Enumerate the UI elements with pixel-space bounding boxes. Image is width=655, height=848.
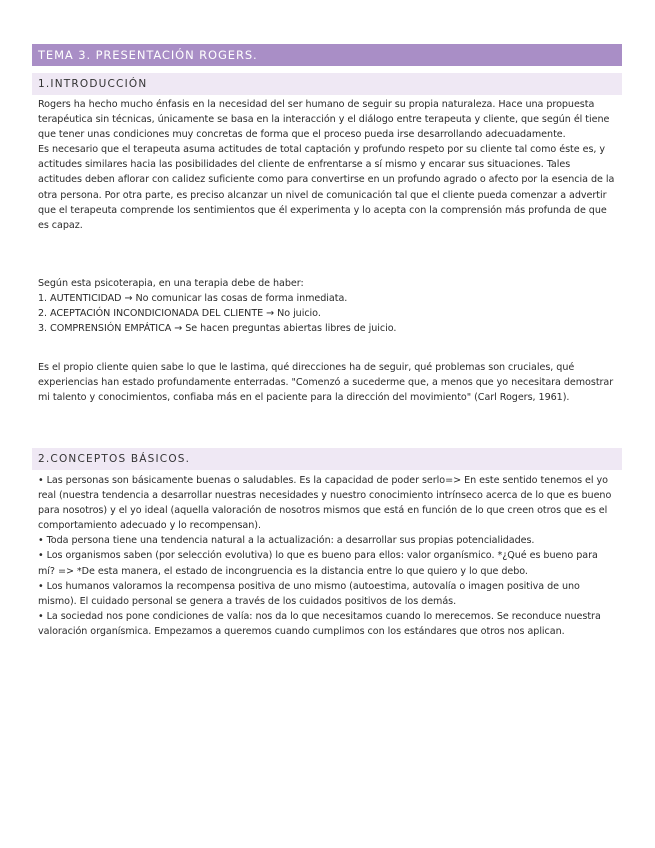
concepts-list	[38, 473, 616, 639]
therapy-intro-line: Según esta psicoterapia, en una terapia debe de haber:	[38, 278, 304, 289]
concept-bullet: • Las personas son básicamente buenas o saludables. Es la capacidad de poder serlo=> En este sentido tenemos el yo real (nuestra tendencia a desarrollar nuestras necesidades y nuestro conocimiento intrínseco acerca de lo que es bueno para nosotros) y el yo ideal (aquella valoración de nosotros mismos que está en función de lo que creen otros que es el comportamiento adecuado y lo recompensan).	[38, 475, 612, 532]
therapy-item: 2. ACEPTACIÓN INCONDICIONADA DEL CLIENTE → No juicio.	[38, 308, 321, 320]
concept-bullet: • La sociedad nos pone condiciones de valía: nos da lo que necesitamos cuando lo merecemos. Se reconduce nuestra valoración organísmica. Empezamos a queremos cuando cumplimos con los estándares que otros nos aplican.	[38, 610, 601, 637]
section-heading-concepts: 2.CONCEPTOS BÁSICOS.	[32, 448, 622, 470]
therapy-item: 1. AUTENTICIDAD → No comunicar las cosas de forma inmediata.	[38, 293, 348, 305]
concept-bullet: • Toda persona tiene una tendencia natural a la actualización: a desarrollar sus propias potencialidades.	[38, 535, 535, 547]
therapy-conditions	[38, 276, 616, 336]
intro-paragraph-2: Es necesario que el terapeuta asuma actitudes de total captación y profundo respeto por su cliente tal como éste es, y actitudes similares hacia las posibilidades del cliente de enfrentarse a sí mismo y encarar sus situaciones. Tales actitudes deben aflorar con calidez suficiente como para convertirse en un profundo agrado o afecto por la esencia de la otra persona. Por otra parte, es preciso alcanzar un nivel de comunicación tal que el cliente pueda comenzar a advertir que el terapeuta comprende los sentimientos que él experimenta y lo acepta con la comprensión más profunda de que es capaz.	[38, 144, 615, 231]
introduction-text	[38, 97, 616, 233]
intro-paragraph-1: Rogers ha hecho mucho énfasis en la necesidad del ser humano de seguir su propia naturaleza. Hace una propuesta terapéutica sin técnicas, únicamente se basa en la interacción y el diálogo entre terapeuta y cliente, que según él tiene que tener unas condiciones muy concretas de forma que el proceso pueda irse desarrollando adecuadamente.	[38, 99, 610, 141]
concept-bullet: • Los organismos saben (por selección evolutiva) lo que es bueno para ellos: valor organísmico. *¿Qué es bueno para mí? => *De esta manera, el estado de incongruencia es la distancia entre lo que quiero y lo que debo.	[38, 550, 598, 577]
section-heading-introduction: 1.INTRODUCCIÓN	[32, 73, 622, 95]
quote-paragraph: Es el propio cliente quien sabe lo que le lastima, qué direcciones ha de seguir, qué problemas son cruciales, qué experiencias han estado profundamente enterradas. "Comenzó a sucederme que, a menos que yo necesitara demostrar mi talento y conocimientos, confiaba más en el paciente para la dirección del movimiento" (Carl Rogers, 1961).	[38, 362, 614, 404]
therapy-item: 3. COMPRENSIÓN EMPÁTICA → Se hacen preguntas abiertas libres de juicio.	[38, 323, 397, 335]
concept-bullet: • Los humanos valoramos la recompensa positiva de uno mismo (autoestima, autovalía o imagen positiva de uno mismo). El cuidado personal se genera a través de los cuidados positivos de los demás.	[38, 580, 580, 607]
page-title: TEMA 3. PRESENTACIÓN ROGERS.	[32, 44, 622, 66]
